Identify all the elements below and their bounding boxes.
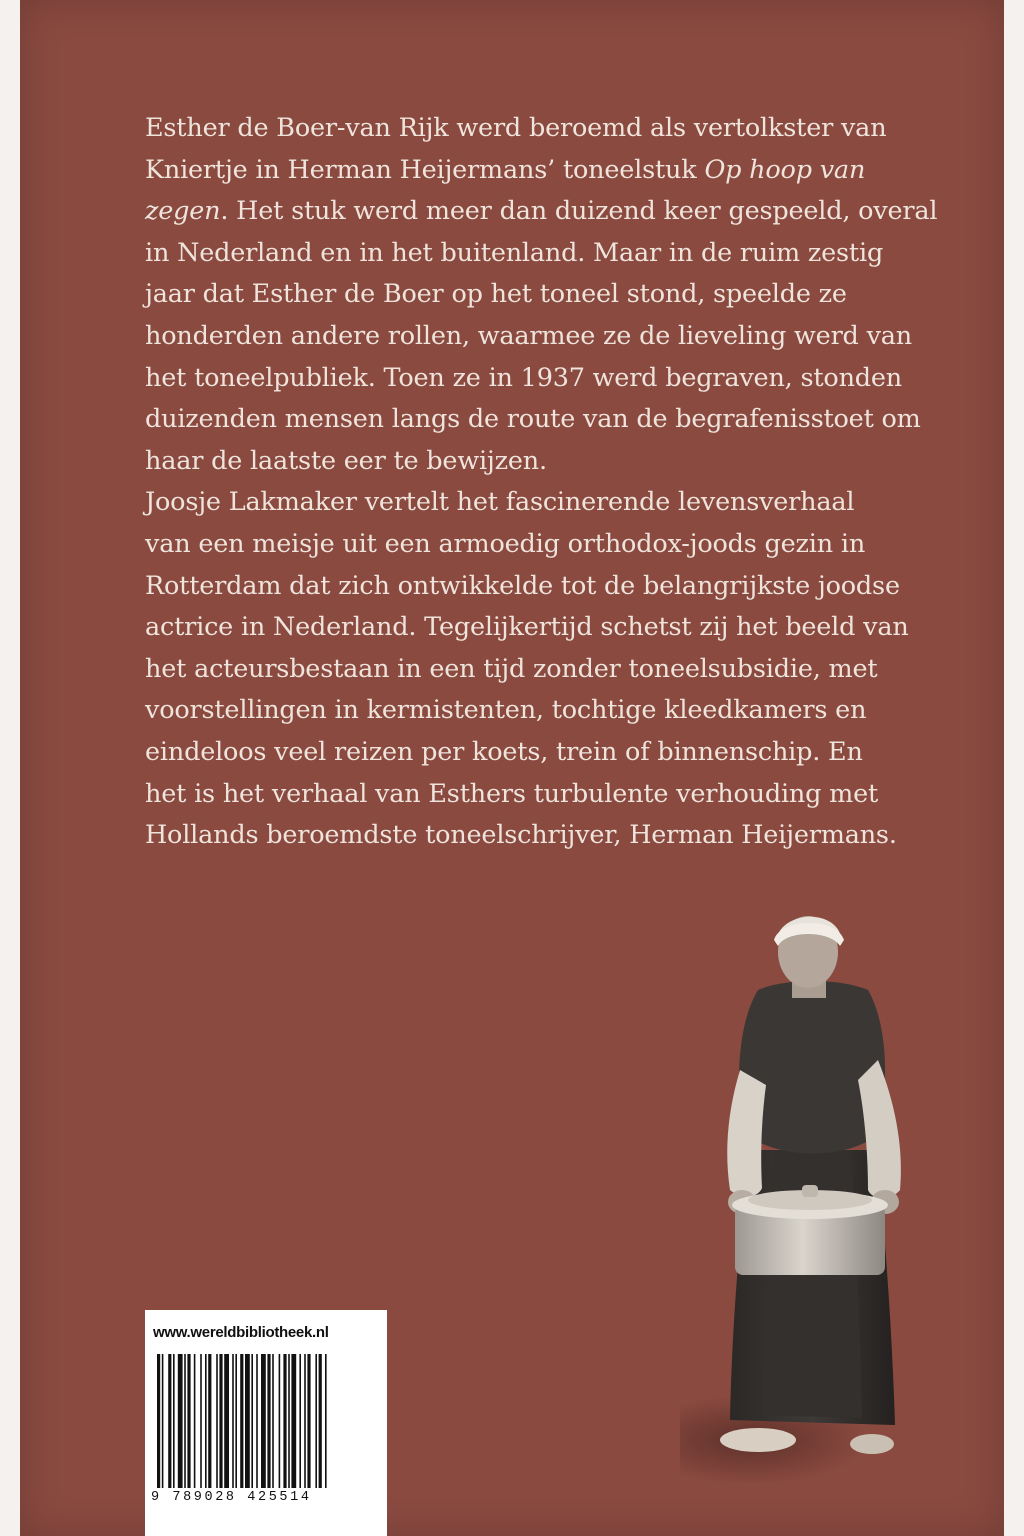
barcode-panel — [145, 1310, 387, 1536]
blurb-line: voorstellingen in kermistenten, tochtige kleedkamers en — [145, 695, 867, 726]
barcode-bar — [291, 1354, 296, 1488]
isbn-digits: 9 789028 425514 — [151, 1490, 312, 1505]
barcode-bars — [157, 1354, 375, 1488]
barcode-bar — [267, 1354, 270, 1488]
publisher-url: www.wereldbibliotheek.nl — [153, 1324, 329, 1341]
right-page-edge — [1004, 0, 1024, 1536]
barcode-bar — [224, 1354, 229, 1488]
blurb-line: duizenden mensen langs de route van de begrafenisstoet om — [145, 404, 921, 435]
barcode-bar — [299, 1354, 301, 1488]
barcode-bar — [194, 1354, 196, 1488]
barcode-bar — [279, 1354, 281, 1488]
barcode-bar — [288, 1354, 290, 1488]
blurb-line: in Nederland en in het buitenland. Maar in de ruim zestig — [145, 237, 884, 268]
barcode-bar — [325, 1354, 327, 1488]
barcode-bar — [200, 1354, 202, 1488]
photo-right-clog — [850, 1434, 894, 1454]
back-cover-blurb — [145, 108, 938, 857]
blurb-line: haar de laatste eer te bewijzen. — [145, 445, 547, 476]
barcode-bar — [272, 1354, 274, 1488]
barcode-bar — [261, 1354, 266, 1488]
blurb-line — [145, 150, 890, 192]
barcode-bar — [251, 1354, 253, 1488]
barcode-bar — [240, 1354, 243, 1488]
blurb-line: Hollands beroemdste toneelschrijver, Herman Heijermans. — [145, 820, 897, 851]
photo-left-sleeve — [727, 1070, 766, 1197]
blurb-text: . Het stuk werd meer dan duizend keer gespeeld, overal — [220, 196, 938, 227]
barcode-bar — [232, 1354, 234, 1488]
barcode-bar — [187, 1354, 190, 1488]
barcode-bar — [304, 1354, 306, 1488]
barcode-bar — [319, 1354, 322, 1488]
blurb-line: het is het verhaal van Esthers turbulente verhouding met — [145, 778, 879, 809]
barcode-bar — [162, 1354, 164, 1488]
blurb-paragraph-2 — [145, 482, 909, 856]
blurb-text: Kniertje in Herman Heijermans’ toneelstuk — [145, 154, 705, 185]
barcode-bar — [178, 1354, 183, 1488]
blurb-line: actrice in Nederland. Tegelijkertijd schetst zij het beeld van — [145, 612, 909, 643]
photo-pot-knob — [802, 1185, 818, 1197]
blurb-line: jaar dat Esther de Boer op het toneel stond, speelde ze — [145, 279, 847, 310]
photo-left-clog — [720, 1428, 796, 1452]
barcode-bar — [245, 1354, 250, 1488]
blurb-line: van een meisje uit een armoedig orthodox-joods gezin in — [145, 528, 866, 559]
blurb-line: eindeloos veel reizen per koets, trein of binnenschip. En — [145, 736, 863, 767]
barcode-bar — [235, 1354, 237, 1488]
barcode-bar — [315, 1354, 317, 1488]
blurb-line: honderden andere rollen, waarmee ze de lieveling werd van — [145, 320, 913, 351]
barcode-bar — [173, 1354, 175, 1488]
barcode-bar — [216, 1354, 218, 1488]
play-title: Op hoop van — [704, 154, 866, 185]
barcode-bar — [283, 1354, 286, 1488]
barcode-bar — [219, 1354, 222, 1488]
barcode-bar — [208, 1354, 211, 1488]
blurb-line — [145, 191, 938, 233]
blurb-line: het toneelpubliek. Toen ze in 1937 werd begraven, stonden — [145, 362, 903, 393]
blurb-line: Joosje Lakmaker vertelt het fascinerende levensverhaal — [145, 487, 855, 518]
barcode-bar — [168, 1354, 171, 1488]
blurb-paragraph-1 — [145, 108, 938, 482]
play-title-continued: zegen — [145, 196, 221, 227]
barcode-bar — [256, 1354, 258, 1488]
blurb-line: het acteursbestaan in een tijd zonder toneelsubsidie, met — [145, 653, 878, 684]
actress-photo — [680, 900, 970, 1500]
blurb-line: Esther de Boer-van Rijk werd beroemd als vertolkster van — [145, 113, 887, 143]
barcode-bar — [307, 1354, 310, 1488]
barcode-bar — [184, 1354, 186, 1488]
blurb-line: Rotterdam dat zich ontwikkelde tot de belangrijkste joodse — [145, 570, 900, 601]
barcode-bar — [157, 1354, 160, 1488]
left-page-edge — [0, 0, 20, 1536]
barcode-bar — [205, 1354, 207, 1488]
